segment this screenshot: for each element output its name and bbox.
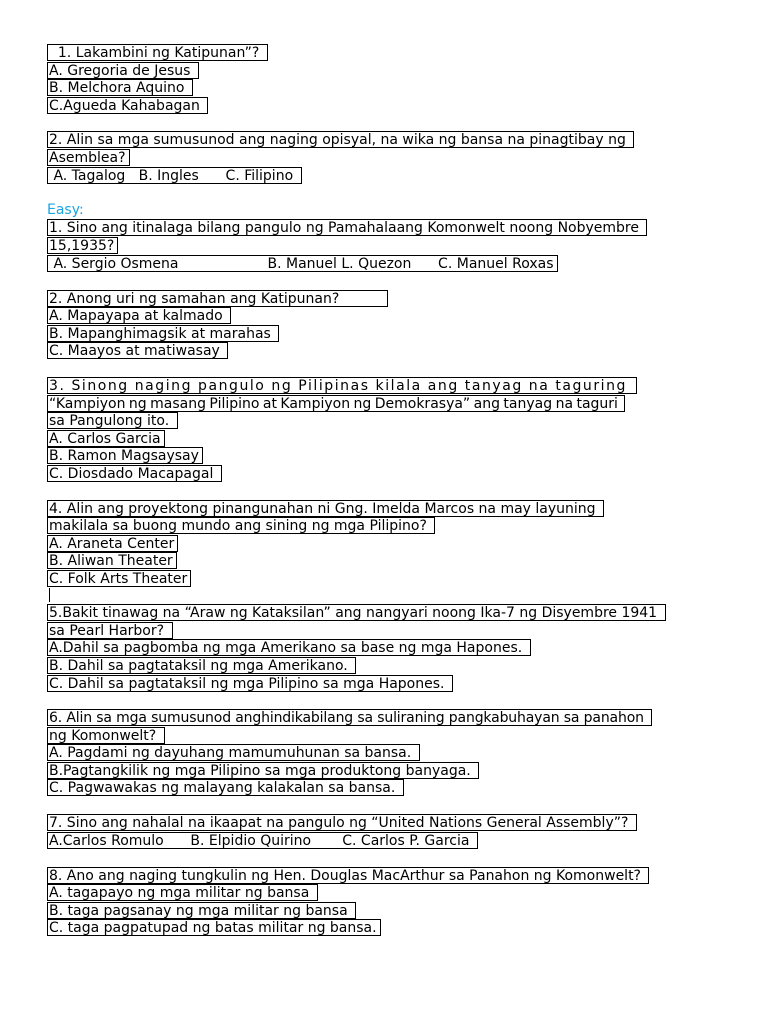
- easy-question-6-option-c: C. Pagwawakas ng malayang kalakalan sa bansa.: [47, 779, 404, 796]
- easy-question-8-option-a: A. tagapayo ng mga militar ng bansa: [47, 884, 318, 901]
- question-2-options: A. Tagalog B. Ingles C. Filipino: [47, 167, 302, 184]
- question-1-option-a: A. Gregoria de Jesus: [47, 62, 199, 79]
- easy-question-5-line-1: 5.Bakit tinawag na “Araw ng Kataksilan” ang nangyari noong Ika-7 ng Disyembre 1941: [47, 604, 666, 621]
- easy-question-4-line-2: makilala sa buong mundo ang sining ng mga Pilipino?: [47, 517, 435, 534]
- easy-question-3-option-b: B. Ramon Magsaysay: [47, 447, 203, 464]
- easy-question-4-option-a: A. Araneta Center: [47, 535, 178, 552]
- easy-question-3-line-3: sa Pangulong ito.: [47, 412, 178, 429]
- easy-question-7: 7. Sino ang nahalal na ikaapat na pangulo ng “United Nations General Assembly”?: [47, 814, 637, 831]
- easy-question-6-option-b: B.Pagtangkilik ng mga Pilipino sa mga produktong banyaga.: [47, 762, 479, 779]
- easy-question-4-option-b: B. Aliwan Theater: [47, 552, 177, 569]
- easy-question-8-option-b: B. taga pagsanay ng mga militar ng bansa: [47, 902, 356, 919]
- easy-question-4-option-c: C. Folk Arts Theater: [47, 570, 191, 587]
- easy-question-3-line-1: 3. Sinong naging pangulo ng Pilipinas kilala ang tanyag na taguring: [47, 377, 637, 394]
- easy-question-6-option-a: A. Pagdami ng dayuhang mamumuhunan sa bansa.: [47, 744, 420, 761]
- easy-question-1-line-2: 15,1935?: [47, 237, 118, 254]
- easy-question-8: 8. Ano ang naging tungkulin ng Hen. Douglas MacArthur sa Panahon ng Komonwelt?: [47, 867, 649, 884]
- easy-question-1-line-1: 1. Sino ang itinalaga bilang pangulo ng Pamahalaang Komonwelt noong Nobyembre: [47, 219, 647, 236]
- easy-question-3-option-c: C. Diosdado Macapagal: [47, 465, 222, 482]
- easy-question-5-option-c: C. Dahil sa pagtataksil ng mga Pilipino sa mga Hapones.: [47, 675, 453, 692]
- question-2-line-1: 2. Alin sa mga sumusunod ang naging opisyal, na wika ng bansa na pinagtibay ng: [47, 131, 634, 148]
- easy-question-2-option-c: C. Maayos at matiwasay: [47, 342, 228, 359]
- easy-question-1-options: A. Sergio Osmena B. Manuel L. Quezon C. Manuel Roxas: [47, 255, 558, 272]
- easy-question-6-line-2: ng Komonwelt?: [47, 727, 165, 744]
- easy-question-2: 2. Anong uri ng samahan ang Katipunan?: [47, 290, 388, 307]
- easy-question-5-option-a: A.Dahil sa pagbomba ng mga Amerikano sa base ng mga Hapones.: [47, 639, 531, 656]
- easy-question-2-option-a: A. Mapayapa at kalmado: [47, 307, 231, 324]
- easy-question-2-option-b: B. Mapanghimagsik at marahas: [47, 325, 279, 342]
- question-1-option-b: B. Melchora Aquino: [47, 79, 193, 96]
- easy-question-3-option-a: A. Carlos Garcia: [47, 430, 165, 447]
- question-1-text: 1. Lakambini ng Katipunan”?: [47, 44, 268, 61]
- question-2-line-2: Asemblea?: [47, 149, 130, 166]
- question-1: [47, 44, 268, 61]
- cursor-mark: [49, 588, 50, 602]
- easy-question-7-options: A.Carlos Romulo B. Elpidio Quirino C. Carlos P. Garcia: [47, 832, 478, 849]
- easy-question-5-option-b: B. Dahil sa pagtataksil ng mga Amerikano.: [47, 657, 356, 674]
- question-1-option-c: C.Agueda Kahabagan: [47, 97, 208, 114]
- easy-question-3-line-2: “Kampiyon ng masang Pilipino at Kampiyon ng Demokrasya” ang tanyag na taguri: [47, 395, 625, 412]
- easy-question-5-line-2: sa Pearl Harbor?: [47, 622, 173, 639]
- easy-question-4-line-1: 4. Alin ang proyektong pinangunahan ni Gng. Imelda Marcos na may layuning: [47, 500, 604, 517]
- easy-question-8-option-c: C. taga pagpatupad ng batas militar ng bansa.: [47, 919, 381, 936]
- easy-question-6-line-1: 6. Alin sa mga sumusunod anghindikabilang sa suliraning pangkabuhayan sa panahon: [47, 709, 652, 726]
- easy-heading: Easy:: [47, 202, 84, 218]
